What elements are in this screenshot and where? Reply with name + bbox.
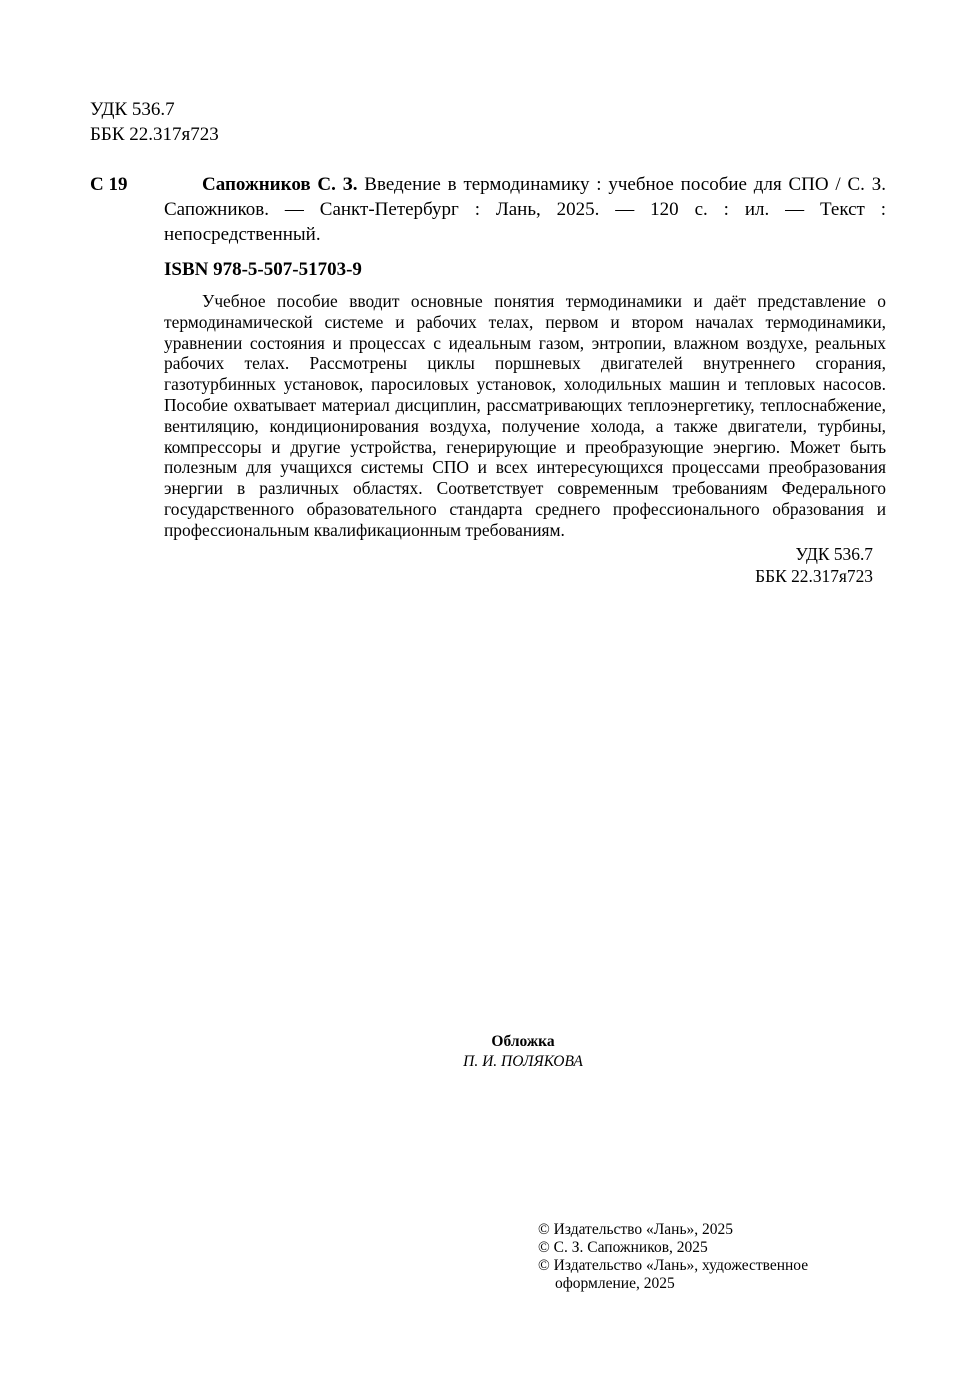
bbk-code: ББК 22.317я723	[90, 124, 219, 145]
classification-top	[90, 97, 219, 147]
copyright-line: © Издательство «Лань», художественное	[538, 1257, 809, 1274]
copyright-block	[538, 1221, 808, 1293]
author-sign-code: С 19	[90, 174, 128, 195]
udk-code-bottom: УДК 536.7	[795, 544, 873, 564]
udk-code: УДК 536.7	[90, 99, 175, 120]
copyright-line: © Издательство «Лань», 2025	[538, 1221, 734, 1238]
copyright-line: © С. З. Сапожников, 2025	[538, 1239, 708, 1256]
bibliographic-description: Введение в термодинамику : учебное пособие для СПО / С. З. Сапожников. — Санкт-Петербург : Лань, 2025. — 120 с. : ил. — Текст : непосредственный.	[164, 174, 886, 245]
cover-designer-name: П. И. ПОЛЯКОВА	[463, 1053, 583, 1070]
bibliographic-record	[164, 172, 886, 247]
cover-label: Обложка	[491, 1033, 555, 1050]
cover-credit	[420, 1032, 626, 1072]
isbn: ISBN 978-5-507-51703-9	[164, 259, 362, 280]
abstract-paragraph: Учебное пособие вводит основные понятия термодинамики и даёт представление о термодинамической системе и рабочих телах, первом и втором началах термодинамики, уравнении состояния и процессах с идеальным газом, энтропии, влажном воздухе, реальных рабочих телах. Рассмотрены циклы поршневых двигателей внутреннего сгорания, газотурбинных установок, паросиловых установок, холодильных машин и тепловых насосов. Пособие охватывает материал дисциплин, рассматривающих теплоэнергетику, теплоснабжение, вентиляцию, кондиционирования воздуха, получение холода, а также двигатели, турбины, компрессоры и другие устройства, генерирующие и преобразующие энергию. Может быть полезным для учащихся системы СПО и всех интересующихся процессами преобразования энергии в различных областях. Соответствует современным требованиям Федерального государственного образовательного стандарта среднего профессионального образования и профессиональным квалификационным требованиям.	[164, 291, 886, 540]
copyright-line: оформление, 2025	[555, 1275, 675, 1292]
bbk-code-bottom: ББК 22.317я723	[755, 565, 873, 586]
classification-bottom	[755, 544, 873, 587]
author-name: Сапожников С. З.	[202, 174, 358, 195]
